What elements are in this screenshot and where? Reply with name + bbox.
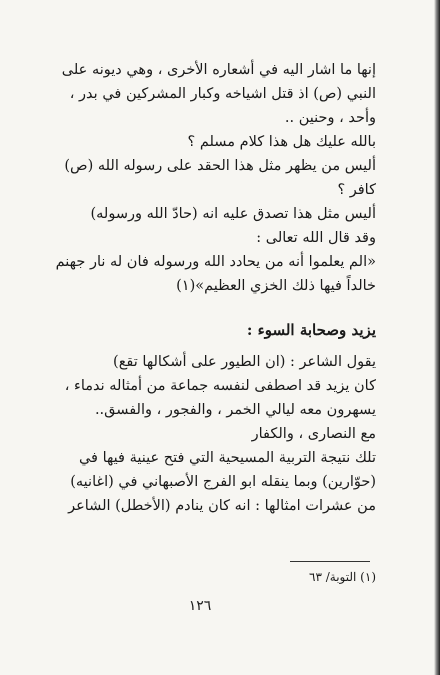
text-line: إنها ما اشار اليه في أشعاره الأخرى ، وهي ديونه على — [61, 62, 376, 78]
text-line: النبي (ص) اذ قتل اشياخه وكبار المشركين في بدر ، — [69, 86, 376, 102]
text-line: من عشرات امثالها : انه كان ينادم (الأخطل) الشاعر — [68, 498, 376, 514]
footnote-divider — [290, 561, 370, 562]
text-line: أليس مثل هذا تصدق عليه انه (حادّ الله ورسوله) — [90, 206, 376, 222]
text-line: وأحد ، وحنين .. — [284, 110, 376, 126]
text-line: يسهرون معه ليالي الخمر ، والفجور ، والفسق.. — [94, 402, 376, 418]
section-heading: يزيد وصحابة السوء : — [246, 321, 376, 339]
text-line: وقد قال الله تعالى : — [256, 230, 376, 246]
text-line: تلك نتيجة التربية المسيحية التي فتح عينية فيها في — [78, 450, 376, 466]
page-edge-shadow — [434, 0, 440, 675]
page-number: ١٢٦ — [188, 598, 212, 614]
text-line: يقول الشاعر : (ان الطيور على أشكالها تقع) — [113, 354, 376, 370]
text-line: كافر ؟ — [337, 182, 376, 198]
quran-quote-line: «الم يعلموا أنه من يحادد الله ورسوله فان له نار جهنم — [55, 254, 376, 270]
text-line: بالله عليك هل هذا كلام مسلم ؟ — [187, 134, 376, 150]
section-heading-block — [52, 318, 376, 342]
quran-quote-line: خالداً فيها ذلك الخزي العظيم»(١) — [176, 278, 376, 294]
text-line: (حوّارين) وبما ينقله ابو الفرج الأصبهاني في (اغانيه) — [70, 474, 376, 490]
text-line: أليس من يظهر مثل هذا الحقد على رسوله الله (ص) — [64, 158, 376, 174]
footnote: (١) التوبة/ ٦٣ — [309, 570, 376, 584]
body-text-bottom — [52, 350, 376, 518]
body-text-top — [52, 58, 376, 298]
text-line: كان يزيد قد اصطفى لنفسه جماعة من أمثاله ندماء ، — [64, 378, 376, 394]
text-line: مع النصارى ، والكفار — [251, 426, 376, 442]
